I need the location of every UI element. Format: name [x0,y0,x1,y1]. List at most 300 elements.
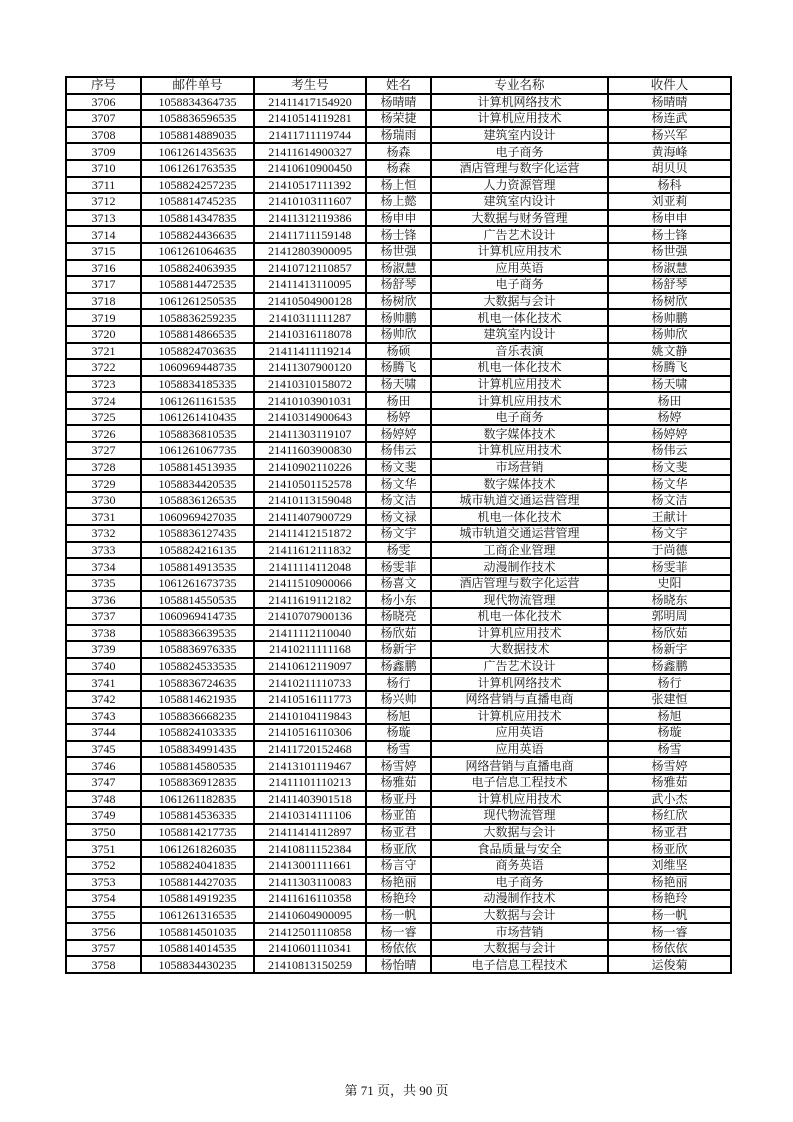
major-name-cell: 动漫制作技术 [431,890,608,907]
candidate-number-cell: 21410516111773 [254,691,366,708]
table-row [66,94,731,111]
mail-tracking-number-cell: 1061261673735 [141,575,254,592]
major-name-cell: 现代物流管理 [431,807,608,824]
candidate-number-cell: 21411619112182 [254,591,366,608]
serial-number-cell: 3737 [66,608,141,625]
candidate-number-cell: 21410813150259 [254,956,366,973]
candidate-number-cell: 21411403901518 [254,791,366,808]
table-row [66,874,731,891]
serial-number-cell: 3758 [66,956,141,973]
major-name-cell: 人力资源管理 [431,177,608,194]
mail-tracking-number-cell: 1058836724635 [141,674,254,691]
name-cell: 杨文禄 [366,508,431,525]
mail-tracking-number-cell: 1058824703635 [141,343,254,360]
mail-tracking-number-cell: 1058834991435 [141,741,254,758]
table-row [66,741,731,758]
table-row [66,143,731,160]
candidate-number-cell: 21411711119744 [254,127,366,144]
table-row [66,260,731,277]
recipient-cell: 杨婷 [608,409,731,426]
serial-number-cell: 3728 [66,459,141,476]
serial-number-cell: 3712 [66,193,141,210]
serial-number-cell: 3745 [66,741,141,758]
name-cell: 杨一帆 [366,907,431,924]
recipient-cell: 杨世强 [608,243,731,260]
serial-number-cell: 3752 [66,857,141,874]
name-cell: 杨雯菲 [366,558,431,575]
recipient-cell: 郭明周 [608,608,731,625]
table-row [66,110,731,127]
name-cell: 杨晴晴 [366,94,431,111]
recipient-cell: 杨士锋 [608,226,731,243]
recipient-cell: 杨淑慧 [608,260,731,277]
table-row [66,276,731,293]
name-cell: 杨雯 [366,542,431,559]
table-row [66,940,731,957]
major-name-cell: 计算机应用技术 [431,376,608,393]
candidate-number-cell: 21411407900729 [254,508,366,525]
mail-tracking-number-cell: 1058814501035 [141,923,254,940]
candidate-number-cell: 21411616110358 [254,890,366,907]
name-cell: 杨荣捷 [366,110,431,127]
recipient-cell: 王献计 [608,508,731,525]
recipient-cell: 刘亚莉 [608,193,731,210]
major-name-cell: 机电一体化技术 [431,309,608,326]
mail-tracking-number-cell: 1058824041835 [141,857,254,874]
mail-tracking-number-cell: 1060969448735 [141,359,254,376]
candidate-number-cell: 21410902110226 [254,459,366,476]
mail-tracking-number-cell: 1061261826035 [141,840,254,857]
recipient-cell: 杨文华 [608,475,731,492]
candidate-number-cell: 21410501152578 [254,475,366,492]
mail-tracking-number-cell: 1058834185335 [141,376,254,393]
name-cell: 杨小东 [366,591,431,608]
recipient-cell: 杨婷婷 [608,425,731,442]
recipient-cell: 杨行 [608,674,731,691]
recipient-cell: 武小杰 [608,791,731,808]
serial-number-cell: 3744 [66,724,141,741]
mail-tracking-number-cell: 1058814014535 [141,940,254,957]
recipient-cell: 杨文斐 [608,459,731,476]
mail-tracking-number-cell: 1061261410435 [141,409,254,426]
name-cell: 杨腾飞 [366,359,431,376]
candidate-number-cell: 21411603900830 [254,442,366,459]
major-name-cell: 现代物流管理 [431,591,608,608]
serial-number-cell: 3711 [66,177,141,194]
table-row [66,425,731,442]
serial-number-cell: 3724 [66,392,141,409]
mail-tracking-number-cell: 1061261250535 [141,293,254,310]
candidate-number-cell: 21410104119843 [254,708,366,725]
serial-number-cell: 3708 [66,127,141,144]
candidate-number-cell: 21411307900120 [254,359,366,376]
candidate-number-cell: 21410103111607 [254,193,366,210]
mail-tracking-number-cell: 1058814621935 [141,691,254,708]
major-name-cell: 大数据技术 [431,641,608,658]
recipient-cell: 杨腾飞 [608,359,731,376]
mail-tracking-number-cell: 1058836810535 [141,425,254,442]
serial-number-cell: 3731 [66,508,141,525]
recipient-cell: 杨申申 [608,210,731,227]
table-row [66,459,731,476]
serial-number-cell: 3757 [66,940,141,957]
name-cell: 杨硕 [366,343,431,360]
recipient-cell: 杨科 [608,177,731,194]
page-number-footer: 第 71 页，共 90 页 [344,1083,449,1098]
candidate-number-cell: 21410712110857 [254,260,366,277]
major-name-cell: 机电一体化技术 [431,508,608,525]
name-cell: 杨森 [366,143,431,160]
mail-tracking-number-cell: 1058814217735 [141,824,254,841]
candidate-number-cell: 21411612111832 [254,542,366,559]
recipient-cell: 杨艳丽 [608,874,731,891]
recipient-cell: 胡贝贝 [608,160,731,177]
candidate-number-cell: 21410211110733 [254,674,366,691]
major-name-cell: 大数据与会计 [431,907,608,924]
recipient-cell: 于尚德 [608,542,731,559]
name-cell: 杨一睿 [366,923,431,940]
candidate-number-cell: 21410211111168 [254,641,366,658]
name-cell: 杨怡晴 [366,956,431,973]
major-name-cell: 计算机网络技术 [431,674,608,691]
table-row [66,890,731,907]
major-name-cell: 市场营销 [431,923,608,940]
mail-tracking-number-cell: 1058814913535 [141,558,254,575]
table-row [66,343,731,360]
major-name-cell: 酒店管理与数字化运营 [431,160,608,177]
serial-number-cell: 3726 [66,425,141,442]
name-cell: 杨文宇 [366,525,431,542]
recipient-cell: 杨新宇 [608,641,731,658]
recipient-cell: 姚文静 [608,343,731,360]
candidate-number-cell: 21410311111287 [254,309,366,326]
major-name-cell: 广告艺术设计 [431,226,608,243]
major-name-cell: 食品质量与安全 [431,840,608,857]
name-cell: 杨雪 [366,741,431,758]
major-name-cell: 大数据与会计 [431,293,608,310]
major-name-cell: 大数据与会计 [431,940,608,957]
header-candidate-number: 考生号 [254,77,366,94]
table-row [66,907,731,924]
name-cell: 杨亚欣 [366,840,431,857]
mail-tracking-number-cell: 1058814580535 [141,757,254,774]
name-cell: 杨旭 [366,708,431,725]
recipient-cell: 杨艳玲 [608,890,731,907]
serial-number-cell: 3735 [66,575,141,592]
candidate-number-cell: 21410516110306 [254,724,366,741]
name-cell: 杨士锋 [366,226,431,243]
candidate-number-cell: 21410811152384 [254,840,366,857]
recipient-cell: 史阳 [608,575,731,592]
name-cell: 杨伟云 [366,442,431,459]
major-name-cell: 机电一体化技术 [431,608,608,625]
recipient-cell: 杨文宇 [608,525,731,542]
recipient-cell: 杨舒琴 [608,276,731,293]
major-name-cell: 电子信息工程技术 [431,956,608,973]
mail-tracking-number-cell: 1058834430235 [141,956,254,973]
serial-number-cell: 3743 [66,708,141,725]
major-name-cell: 计算机应用技术 [431,708,608,725]
table-row [66,956,731,973]
serial-number-cell: 3756 [66,923,141,940]
candidate-number-cell: 21410113159048 [254,492,366,509]
mail-tracking-number-cell: 1061261182835 [141,791,254,808]
table-row [66,658,731,675]
major-name-cell: 应用英语 [431,741,608,758]
table-row [66,160,731,177]
major-name-cell: 计算机应用技术 [431,625,608,642]
serial-number-cell: 3720 [66,326,141,343]
name-cell: 杨文斐 [366,459,431,476]
mail-tracking-number-cell: 1058836127435 [141,525,254,542]
major-name-cell: 商务英语 [431,857,608,874]
recipient-cell: 杨一睿 [608,923,731,940]
recipient-cell: 杨田 [608,392,731,409]
mail-tracking-number-cell: 1061261064635 [141,243,254,260]
major-name-cell: 电子商务 [431,409,608,426]
candidate-number-cell: 21411312119386 [254,210,366,227]
recipient-cell: 杨亚君 [608,824,731,841]
name-cell: 杨文洁 [366,492,431,509]
major-name-cell: 建筑室内设计 [431,193,608,210]
name-cell: 杨艳玲 [366,890,431,907]
serial-number-cell: 3746 [66,757,141,774]
recipient-cell: 杨旭 [608,708,731,725]
mail-tracking-number-cell: 1058814536335 [141,807,254,824]
candidate-number-cell: 21411112110040 [254,625,366,642]
candidate-number-cell: 21411101110213 [254,774,366,791]
mail-tracking-number-cell: 1058814550535 [141,591,254,608]
candidate-number-cell: 21411411119214 [254,343,366,360]
major-name-cell: 计算机应用技术 [431,791,608,808]
mail-tracking-number-cell: 1058836639535 [141,625,254,642]
candidate-number-cell: 21411614900327 [254,143,366,160]
major-name-cell: 计算机应用技术 [431,110,608,127]
table-row [66,309,731,326]
table-row [66,293,731,310]
table-row [66,442,731,459]
mail-tracking-number-cell: 1058814513935 [141,459,254,476]
name-cell: 杨田 [366,392,431,409]
serial-number-cell: 3754 [66,890,141,907]
recipient-cell: 黄海峰 [608,143,731,160]
table-row [66,923,731,940]
major-name-cell: 计算机应用技术 [431,392,608,409]
table-row [66,359,731,376]
table-row [66,691,731,708]
candidate-number-cell: 21411417154920 [254,94,366,111]
name-cell: 杨树欣 [366,293,431,310]
table-row [66,127,731,144]
serial-number-cell: 3716 [66,260,141,277]
mail-tracking-number-cell: 1058836596535 [141,110,254,127]
mail-tracking-number-cell: 1058836912835 [141,774,254,791]
name-cell: 杨婷婷 [366,425,431,442]
candidate-number-cell: 21410514119281 [254,110,366,127]
candidate-number-cell: 21410504900128 [254,293,366,310]
header-major-name: 专业名称 [431,77,608,94]
candidate-number-cell: 21411303110083 [254,874,366,891]
mail-tracking-number-cell: 1058836259235 [141,309,254,326]
name-cell: 杨兴帅 [366,691,431,708]
mail-tracking-number-cell: 1058814472535 [141,276,254,293]
serial-number-cell: 3727 [66,442,141,459]
mail-list-table-container [65,76,732,974]
recipient-cell: 杨欣茹 [608,625,731,642]
recipient-cell: 刘维坚 [608,857,731,874]
recipient-cell: 杨雪 [608,741,731,758]
candidate-number-cell: 21410314900643 [254,409,366,426]
candidate-number-cell: 21410612119097 [254,658,366,675]
serial-number-cell: 3733 [66,542,141,559]
table-row [66,807,731,824]
recipient-cell: 杨晴晴 [608,94,731,111]
major-name-cell: 数字媒体技术 [431,425,608,442]
table-row [66,625,731,642]
mail-tracking-number-cell: 1058824063935 [141,260,254,277]
serial-number-cell: 3751 [66,840,141,857]
mail-tracking-number-cell: 1058814919235 [141,890,254,907]
recipient-cell: 杨雯菲 [608,558,731,575]
name-cell: 杨依依 [366,940,431,957]
serial-number-cell: 3723 [66,376,141,393]
major-name-cell: 网络营销与直播电商 [431,757,608,774]
mail-tracking-number-cell: 1061261067735 [141,442,254,459]
candidate-number-cell: 21411711159148 [254,226,366,243]
major-name-cell: 应用英语 [431,260,608,277]
candidate-number-cell: 21412803900095 [254,243,366,260]
serial-number-cell: 3722 [66,359,141,376]
mail-tracking-number-cell: 1058824257235 [141,177,254,194]
table-row [66,641,731,658]
name-cell: 杨雪婷 [366,757,431,774]
candidate-number-cell: 21410517111392 [254,177,366,194]
major-name-cell: 机电一体化技术 [431,359,608,376]
header-recipient: 收件人 [608,77,731,94]
major-name-cell: 酒店管理与数字化运营 [431,575,608,592]
table-row [66,177,731,194]
table-row [66,376,731,393]
major-name-cell: 数字媒体技术 [431,475,608,492]
candidate-number-cell: 21411413110095 [254,276,366,293]
mail-tracking-number-cell: 1058824436635 [141,226,254,243]
header-name: 姓名 [366,77,431,94]
candidate-number-cell: 21411414112897 [254,824,366,841]
major-name-cell: 计算机应用技术 [431,243,608,260]
table-row [66,508,731,525]
serial-number-cell: 3736 [66,591,141,608]
mail-tracking-number-cell: 1061261161535 [141,392,254,409]
serial-number-cell: 3739 [66,641,141,658]
serial-number-cell: 3714 [66,226,141,243]
mail-tracking-number-cell: 1060969427035 [141,508,254,525]
name-cell: 杨雅茹 [366,774,431,791]
major-name-cell: 电子商务 [431,143,608,160]
major-name-cell: 动漫制作技术 [431,558,608,575]
recipient-cell: 杨雅茹 [608,774,731,791]
mail-tracking-number-cell: 1060969414735 [141,608,254,625]
candidate-number-cell: 21410604900095 [254,907,366,924]
table-row [66,226,731,243]
mail-tracking-number-cell: 1061261435635 [141,143,254,160]
major-name-cell: 市场营销 [431,459,608,476]
table-row [66,840,731,857]
mail-tracking-number-cell: 1058836126535 [141,492,254,509]
recipient-cell: 运俊菊 [608,956,731,973]
table-row [66,757,731,774]
name-cell: 杨文华 [366,475,431,492]
major-name-cell: 大数据与财务管理 [431,210,608,227]
mail-tracking-number-cell: 1058814866535 [141,326,254,343]
candidate-number-cell: 21410316118078 [254,326,366,343]
major-name-cell: 网络营销与直播电商 [431,691,608,708]
table-row [66,608,731,625]
serial-number-cell: 3721 [66,343,141,360]
major-name-cell: 城市轨道交通运营管理 [431,525,608,542]
candidate-number-cell: 21411303119107 [254,425,366,442]
table-row [66,243,731,260]
serial-number-cell: 3715 [66,243,141,260]
major-name-cell: 计算机应用技术 [431,442,608,459]
name-cell: 杨舒琴 [366,276,431,293]
mail-tracking-number-cell: 1058834364735 [141,94,254,111]
recipient-cell: 杨帅鹏 [608,309,731,326]
mail-tracking-number-cell: 1058824216135 [141,542,254,559]
candidate-number-cell: 21412501110858 [254,923,366,940]
candidate-number-cell: 21410103901031 [254,392,366,409]
mail-tracking-number-cell: 1058814745235 [141,193,254,210]
candidate-number-cell: 21410707900136 [254,608,366,625]
mail-tracking-number-cell: 1058836976335 [141,641,254,658]
serial-number-cell: 3742 [66,691,141,708]
table-row [66,791,731,808]
name-cell: 杨欣茹 [366,625,431,642]
serial-number-cell: 3734 [66,558,141,575]
recipient-cell: 杨树欣 [608,293,731,310]
serial-number-cell: 3706 [66,94,141,111]
major-name-cell: 应用英语 [431,724,608,741]
name-cell: 杨晓亮 [366,608,431,625]
major-name-cell: 建筑室内设计 [431,326,608,343]
mail-tracking-number-cell: 1061261316535 [141,907,254,924]
candidate-number-cell: 21410310158072 [254,376,366,393]
name-cell: 杨天啸 [366,376,431,393]
name-cell: 杨言守 [366,857,431,874]
table-row [66,774,731,791]
table-row [66,824,731,841]
table-row [66,857,731,874]
major-name-cell: 电子信息工程技术 [431,774,608,791]
table-row [66,525,731,542]
serial-number-cell: 3717 [66,276,141,293]
name-cell: 杨申申 [366,210,431,227]
recipient-cell: 张建恒 [608,691,731,708]
name-cell: 杨瑞雨 [366,127,431,144]
candidate-number-cell: 21413101119467 [254,757,366,774]
serial-number-cell: 3738 [66,625,141,642]
recipient-cell: 杨连武 [608,110,731,127]
table-row [66,475,731,492]
name-cell: 杨婷 [366,409,431,426]
mail-tracking-number-cell: 1058836668235 [141,708,254,725]
recipient-cell: 杨帅欣 [608,326,731,343]
serial-number-cell: 3718 [66,293,141,310]
name-cell: 杨上恒 [366,177,431,194]
mail-tracking-number-cell: 1058814347835 [141,210,254,227]
mail-list-table [65,76,732,974]
table-row [66,575,731,592]
table-row [66,392,731,409]
